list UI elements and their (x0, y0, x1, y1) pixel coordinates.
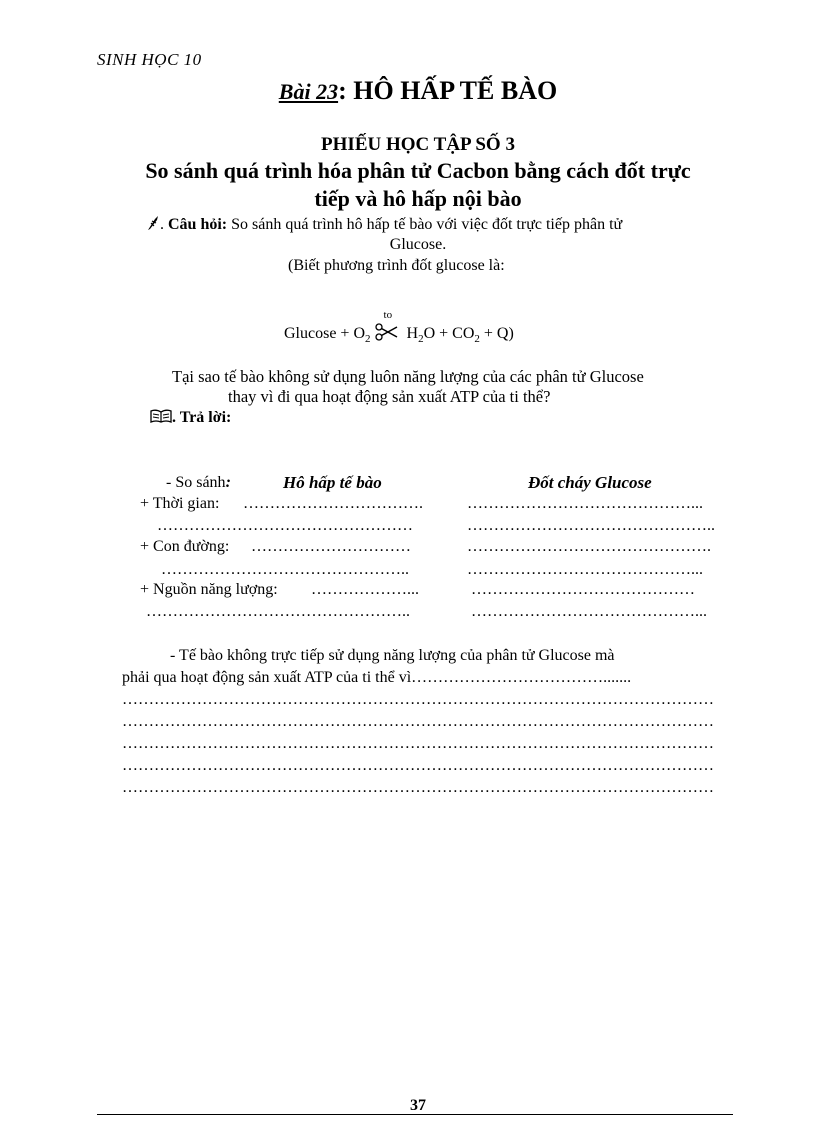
row-energy-label: + Nguồn năng lượng: (140, 581, 278, 598)
answer-dots-line[interactable]: ………………………………………………………………………………………………… (122, 779, 714, 796)
open-book-icon (150, 409, 172, 423)
why-line1: Tại sao tế bào không sử dụng luôn năng lượng của các phân tử Glucose (172, 367, 644, 386)
equation-left: Glucose + O (284, 325, 366, 342)
row-path-b2[interactable]: ……………………………………... (467, 561, 703, 578)
row-time-b2[interactable]: ……………………………………….. (467, 517, 715, 534)
row-energy-b2[interactable]: ……………………………………... (471, 603, 707, 620)
question-line3: (Biết phương trình đốt glucose là: (288, 257, 505, 274)
lesson-title (0, 76, 816, 106)
footer-rule (97, 1114, 733, 1115)
scissors-arrow-icon (375, 323, 399, 341)
conclusion-line1: - Tế bào không trực tiếp sử dụng năng lượng của phân tử Glucose mà (170, 647, 615, 664)
row-path-b1[interactable]: ………………………………………. (467, 538, 711, 555)
combustion-equation (284, 309, 514, 346)
equation-tail: + Q) (479, 325, 514, 342)
answer-heading (150, 409, 231, 427)
co2-subscript: 2 (474, 333, 480, 346)
lesson-name: HÔ HẤP TẾ BÀO (353, 76, 558, 105)
h2o-subscript: 2 (418, 333, 424, 346)
row-energy-a1[interactable]: ………………... (311, 581, 419, 598)
worksheet-subtitle-line2: tiếp và hô hấp nội bào (314, 186, 522, 211)
worksheet-label: PHIẾU HỌC TẬP SỐ 3 (321, 134, 515, 155)
reaction-condition: to (383, 309, 393, 321)
question-line1 (146, 215, 622, 234)
column-cell-respiration: Hô hấp tế bào (283, 473, 382, 492)
h2o-h: H (406, 325, 419, 342)
row-path-label: + Con đường: (140, 538, 230, 555)
answer-dots-line[interactable]: ………………………………………………………………………………………………… (122, 691, 714, 708)
compare-colon: : (225, 474, 231, 491)
question-marker: . (160, 216, 168, 233)
answer-dots-line[interactable]: ………………………………………………………………………………………………… (122, 757, 714, 774)
answer-dots-line[interactable]: ………………………………………………………………………………………………… (122, 713, 714, 730)
row-energy-a2[interactable]: ………………………………………….. (146, 603, 410, 620)
row-time-label: + Thời gian: (140, 495, 220, 512)
subject-header: SINH HỌC 10 (97, 50, 202, 69)
quill-icon (146, 215, 160, 231)
why-line2: thay vì đi qua hoạt động sản xuất ATP của ti thể? (228, 387, 551, 406)
answer-label: . Trả lời: (172, 409, 232, 426)
page-number: 37 (410, 1097, 426, 1114)
conclusion-line2[interactable]: phải qua hoạt động sản xuất ATP của ti thể vì………………………………....... (122, 669, 632, 686)
row-path-a2[interactable]: ……………………………………….. (161, 561, 409, 578)
question-line2: Glucose. (389, 236, 447, 253)
question-label: Câu hỏi: (168, 216, 228, 233)
compare-lead-text: - So sánh (166, 474, 226, 491)
worksheet-subtitle-line1: So sánh quá trình hóa phân tử Cacbon bằng cách đốt trực (145, 158, 691, 183)
question-text-1: So sánh quá trình hô hấp tế bào với việc đốt trực tiếp phân tử (227, 216, 623, 233)
answer-dots-line[interactable]: ………………………………………………………………………………………………… (122, 735, 714, 752)
lesson-number: Bài 23 (278, 79, 339, 104)
row-time-b1[interactable]: ……………………………………... (467, 495, 703, 512)
column-glucose-burning: Đốt cháy Glucose (528, 473, 652, 492)
row-time-a2[interactable]: ………………………………………… (157, 517, 413, 534)
row-path-a1[interactable]: ………………………… (251, 538, 411, 555)
row-time-a1[interactable]: ……………………………. (243, 495, 423, 512)
o2-subscript: 2 (365, 333, 371, 346)
title-separator: : (338, 76, 354, 105)
h2o-tail: O + CO (423, 325, 475, 342)
compare-lead (166, 474, 231, 492)
row-energy-b1[interactable]: …………………………………… (471, 581, 695, 598)
